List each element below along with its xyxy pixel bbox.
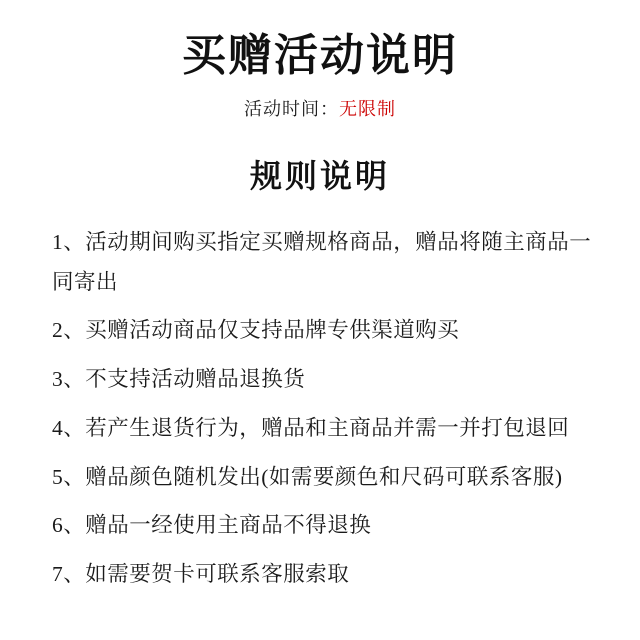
list-item: 6、赠品一经使用主商品不得退换 [52, 513, 372, 538]
activity-period-row [244, 95, 396, 121]
list-item: 3、不支持活动赠品退换货 [52, 367, 306, 392]
activity-period-label: 活动时间： [244, 98, 339, 119]
section-title-rules: 规则说明 [249, 157, 390, 194]
page-title: 买赠活动说明 [182, 31, 458, 80]
list-item: 4、若产生退货行为，赠品和主商品并需一并打包退回 [52, 415, 570, 440]
list-item: 1、活动期间购买指定买赠规格商品，赠品将随主商品一同寄出 [52, 229, 592, 294]
rules-list [34, 223, 606, 595]
activity-period-value: 无限制 [339, 98, 396, 119]
list-item: 7、如需要贺卡可联系客服索取 [52, 562, 350, 587]
list-item: 5、赠品颜色随机发出(如需要颜色和尺码可联系客服) [52, 464, 563, 489]
list-item: 2、买赠活动商品仅支持品牌专供渠道购买 [52, 318, 460, 343]
